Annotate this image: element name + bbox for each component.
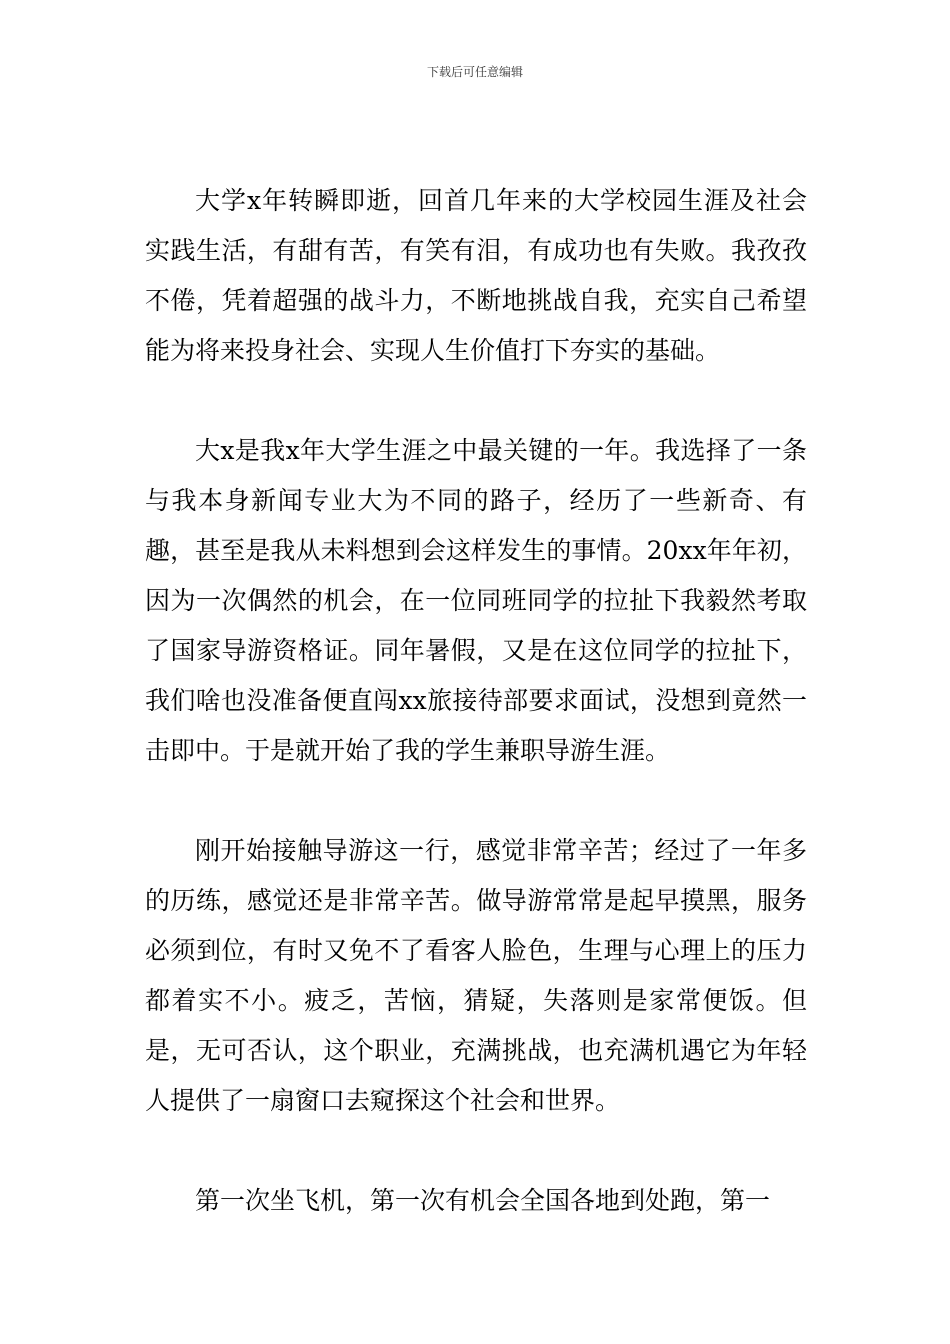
paragraph-4: 第一次坐飞机，第一次有机会全国各地到处跑，第一 [195,1186,771,1215]
document-body [145,176,807,1276]
page-header-note: 下载后可任意编辑 [426,65,523,79]
paragraph-1: 大学x年转瞬即逝，回首几年来的大学校园生涯及社会实践生活，有甜有苦，有笑有泪，有成功也有失败。我孜孜不倦，凭着超强的战斗力，不断地挑战自我，充实自己希望能为将来投身社会、实现人生价值打下夯实的基础。 [145,186,807,365]
paragraph-2: 大x是我x年大学生涯之中最关键的一年。我选择了一条与我本身新闻专业大为不同的路子，经历了一些新奇、有趣，甚至是我从未料想到会这样发生的事情。20xx年年初，因为一次偶然的机会，在一位同班同学的拉扯下我毅然考取了国家导游资格证。同年暑假，又是在这位同学的拉扯下，我们啥也没准备便直闯xx旅接待部要求面试，没想到竟然一击即中。于是就开始了我的学生兼职导游生涯。 [145,436,807,765]
paragraph-3: 刚开始接触导游这一行，感觉非常辛苦；经过了一年多的历练，感觉还是非常辛苦。做导游常常是起早摸黑，服务必须到位，有时又免不了看客人脸色，生理与心理上的压力都着实不小。疲乏，苦恼，猜疑，失落则是家常便饭。但是，无可否认，这个职业，充满挑战，也充满机遇它为年轻人提供了一扇窗口去窥探这个社会和世界。 [145,836,807,1115]
